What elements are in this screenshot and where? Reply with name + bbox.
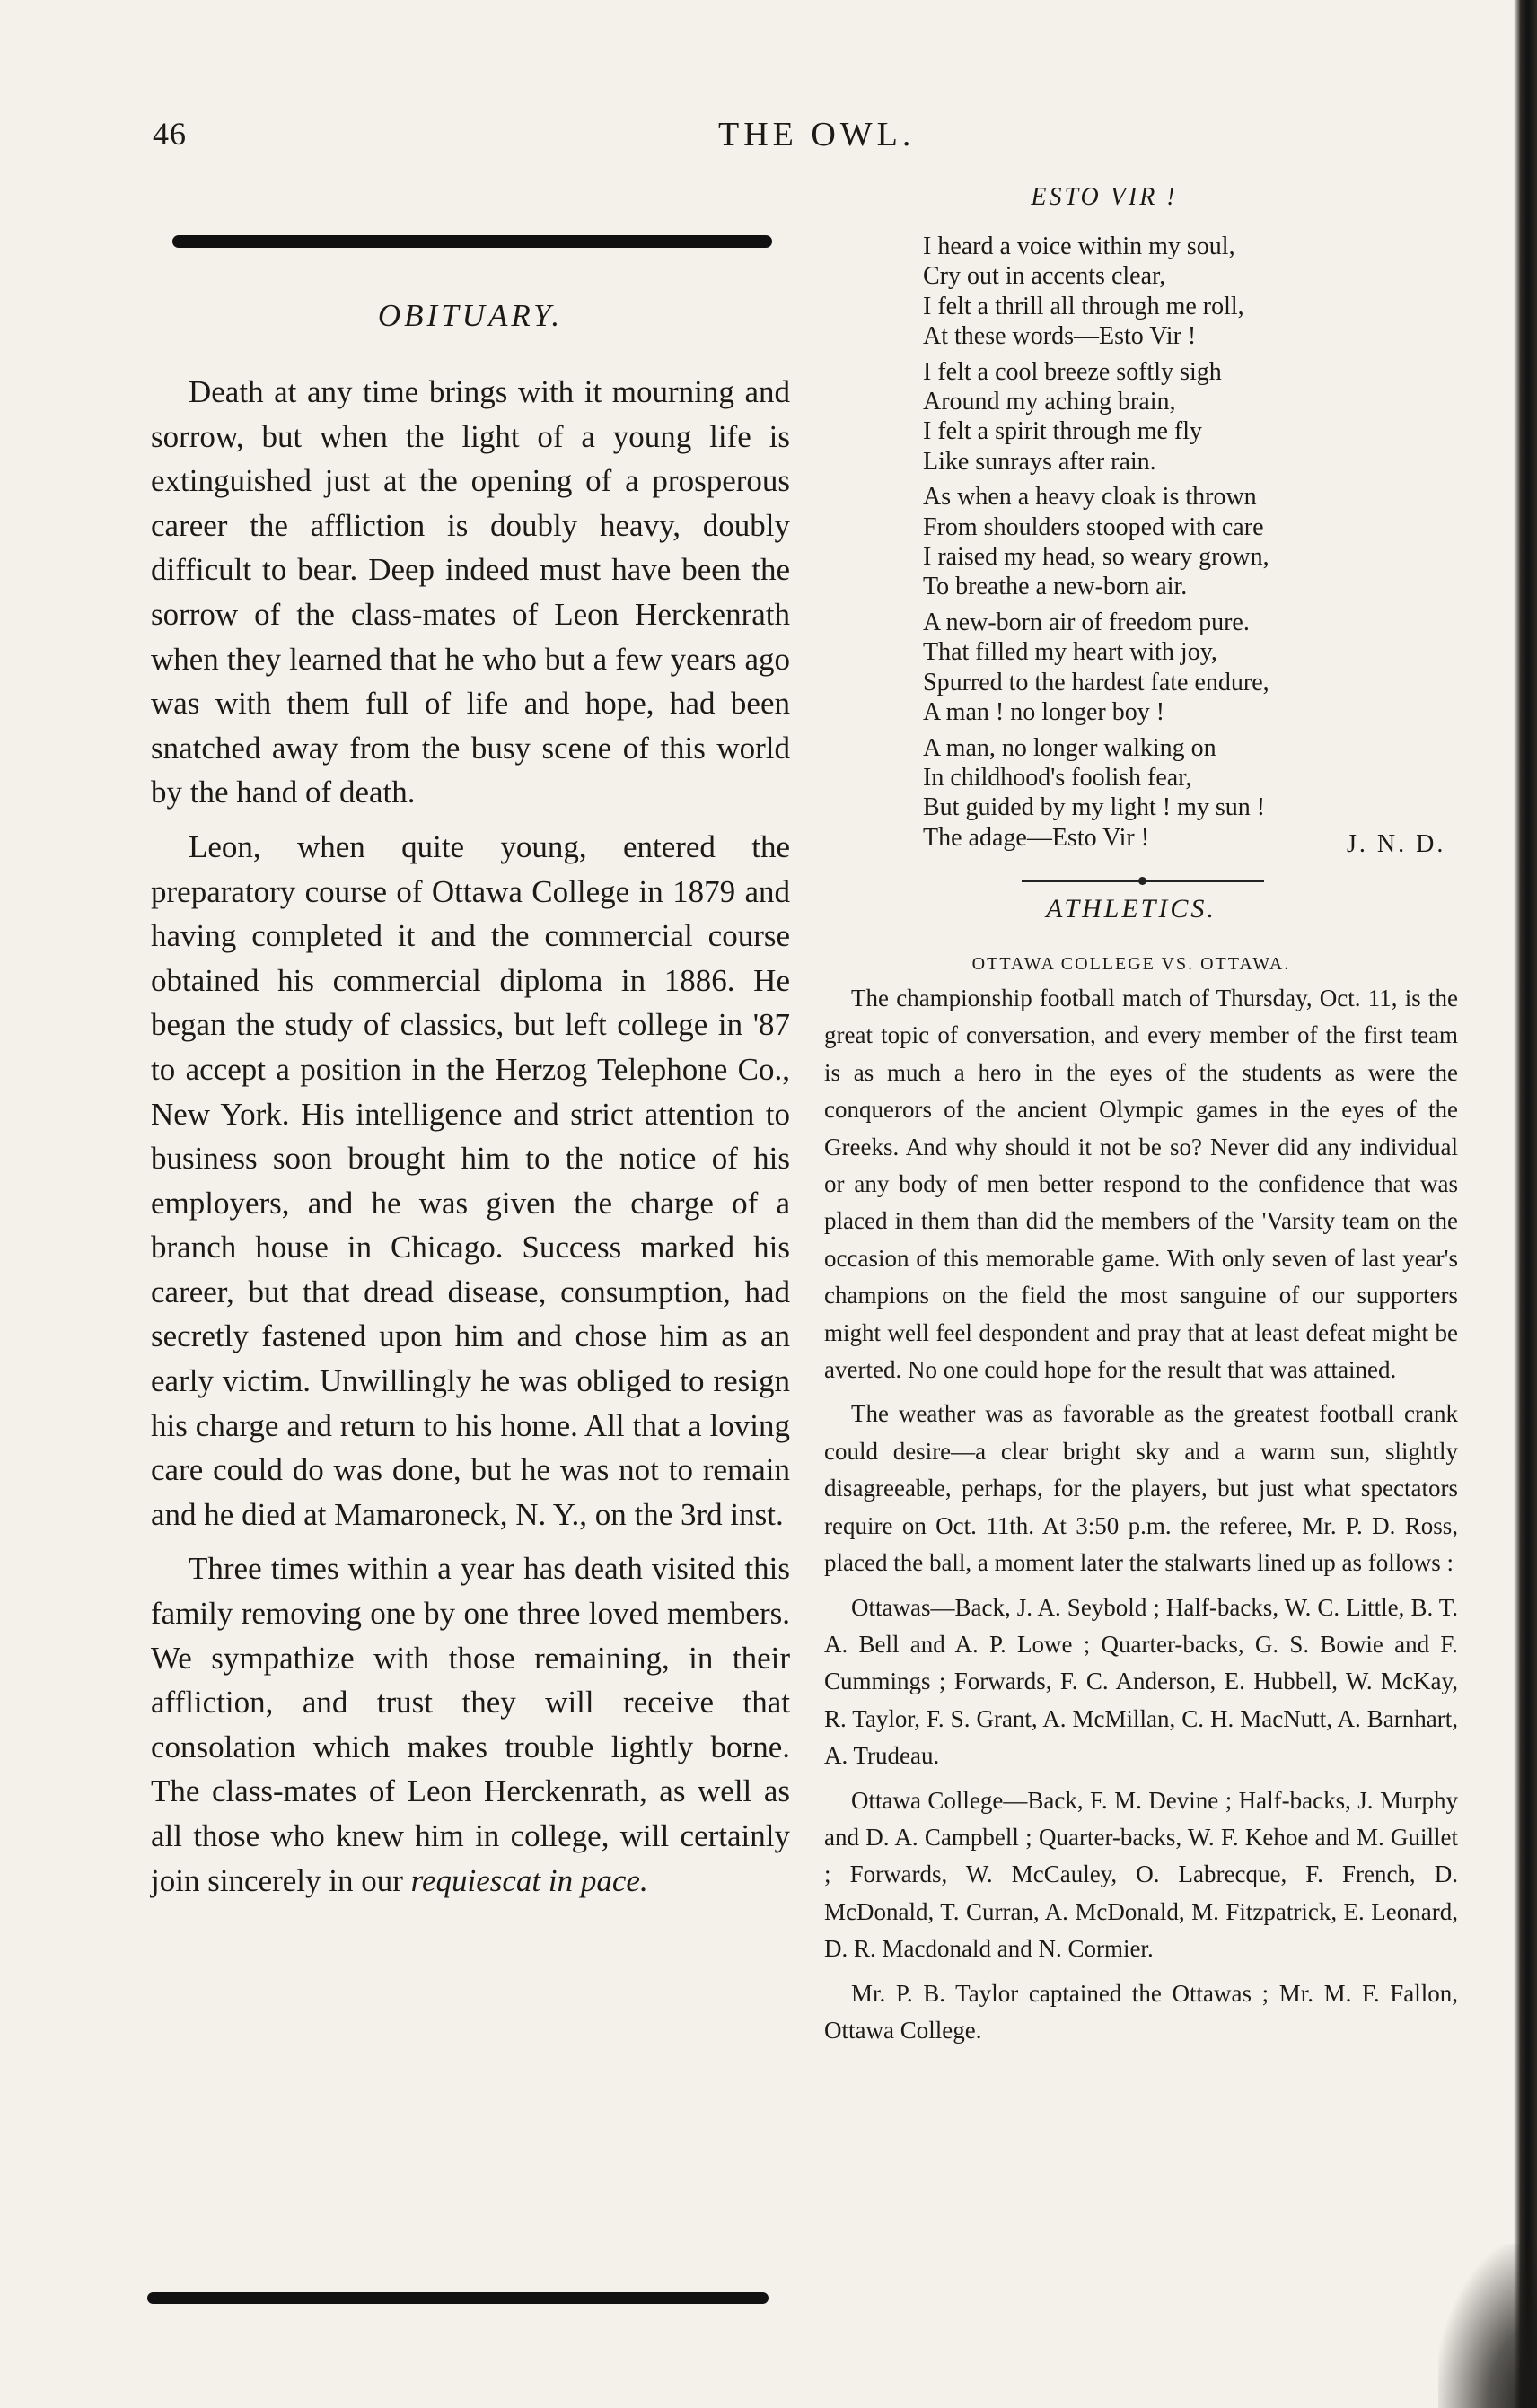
poem-signature: J. N. D. xyxy=(1347,830,1446,858)
athletics-body xyxy=(824,980,1458,2056)
poem-stanza xyxy=(923,357,1390,477)
poem-line: The adage—Esto Vir ! xyxy=(923,823,1150,852)
poem-line: A man, no longer walking on xyxy=(923,733,1216,762)
poem-line: At these words—Esto Vir ! xyxy=(923,322,1197,351)
poem-stanza xyxy=(923,232,1390,352)
section-divider-ornament xyxy=(1138,877,1146,885)
poem-stanza xyxy=(923,608,1390,728)
poem-line: That filled my heart with joy, xyxy=(923,638,1217,667)
poem-line: I felt a cool breeze softly sigh xyxy=(923,357,1222,386)
poem-line: But guided by my light ! my sun ! xyxy=(923,793,1266,822)
poem-line: Spurred to the hardest fate endure, xyxy=(923,668,1269,696)
obituary-bottom-rule xyxy=(147,2292,768,2304)
poem-line: I felt a thrill all through me roll, xyxy=(923,292,1244,320)
obituary-paragraph-text: Three times within a year has death visited this family removing one by one three loved members. We sympathize with those remaining, in their affliction, and trust they will receive that consolation which makes trouble lightly borne. The class-mates of Leon Herckenrath, as well as all those who knew him in college, will certainly join sincerely in our xyxy=(151,1551,790,1898)
poem-line: As when a heavy cloak is thrown xyxy=(923,483,1257,512)
obituary-paragraph xyxy=(151,1546,790,1903)
match-subheading: OTTAWA COLLEGE VS. OTTAWA. xyxy=(971,954,1291,974)
poem-line: I felt a spirit through me fly xyxy=(923,417,1203,446)
requiescat-phrase: requiescat in pace. xyxy=(410,1862,648,1898)
running-head xyxy=(0,115,1537,169)
athletics-paragraph: The championship football match of Thursday, Oct. 11, is the great topic of conversation, and every member of the first team is as much a hero in the eyes of the students as were the conquerors of the ancient Olympic games in the eyes of the Greeks. And why should it not be so? Never did any individual or any body of men better respond to the confidence that was placed in them than did the members of the 'Varsity team on the occasion of this memorable game. With only seven of last year's champions on the field the most sanguine of our supporters might well feel despondent and pray that at least defeat might be averted. No one could hope for the result that was attained. xyxy=(824,985,1458,1384)
poem-stanza xyxy=(923,733,1390,854)
poem-title: ESTO VIR ! xyxy=(1031,183,1178,211)
poem-line: Like sunrays after rain. xyxy=(923,447,1156,476)
page-corner-shadow xyxy=(1438,2244,1537,2408)
athletics-paragraph: Mr. P. B. Taylor captained the Ottawas ; Mr. M. F. Fallon, Ottawa College. xyxy=(824,1979,1458,2044)
obituary-body xyxy=(151,370,790,1913)
poem-line: A new-born air of freedom pure. xyxy=(923,608,1250,636)
athletics-heading: ATHLETICS. xyxy=(1046,894,1216,924)
poem-line: I heard a voice within my soul, xyxy=(923,232,1235,260)
poem-body xyxy=(923,232,1390,858)
page-binding-edge xyxy=(1514,0,1537,2408)
page-number: 46 xyxy=(153,116,187,152)
athletics-paragraph: The weather was as favorable as the greatest football crank could desire—a clear bright sky and a warm sun, slightly disagreeable, perhaps, for the players, but just what spectators require on Oct. 11th. At 3:50 p.m. the referee, Mr. P. D. Ross, placed the ball, a moment later the stalwarts lined up as follows : xyxy=(824,1400,1458,1577)
poem-stanza xyxy=(923,482,1390,602)
obituary-paragraph: Leon, when quite young, entered the preparatory course of Ottawa College in 1879 and having completed it and the commercial course obtained his commercial diploma in 1886. He began the study of classics, but left college in '87 to accept a position in the Herzog Telephone Co., New York. His intelligence and strict attention to business soon brought him to the notice of his employers, and he was given the charge of a branch house in Chicago. Success marked his career, but that dread disease, consumption, had secretly fastened upon him and chose him as an early victim. Unwillingly he was obliged to resign his charge and return to his home. All that a loving care could do was done, but he was not to remain and he died at Mamaroneck, N. Y., on the 3rd inst. xyxy=(151,828,790,1532)
obituary-heading: OBITUARY. xyxy=(377,298,564,333)
poem-line: To breathe a new-born air. xyxy=(923,573,1188,601)
poem-line: I raised my head, so weary grown, xyxy=(923,543,1269,572)
poem-line: A man ! no longer boy ! xyxy=(923,698,1165,727)
athletics-paragraph: Ottawa College—Back, F. M. Devine ; Half-backs, J. Murphy and D. A. Campbell ; Quarter-backs, W. F. Kehoe and M. Guillet ; Forwards, W. McCauley, O. Labrecque, F. French, D. McDonald, T. Curran, A. McDonald, M. Fitzpatrick, E. Leonard, D. R. Macdonald and N. Cormier. xyxy=(824,1786,1458,1963)
athletics-paragraph: Ottawas—Back, J. A. Seybold ; Half-backs, W. C. Little, B. T. A. Bell and A. P. Lowe ; Quarter-backs, G. S. Bowie and F. Cummings ; Forwards, F. C. Anderson, E. Hubbell, W. McKay, R. Taylor, F. S. Grant, A. McMillan, C. H. MacNutt, A. Barnhart, A. Trudeau. xyxy=(824,1593,1458,1770)
journal-title: THE OWL. xyxy=(718,116,916,153)
poem-line: From shoulders stooped with care xyxy=(923,512,1264,541)
poem-line: In childhood's foolish fear, xyxy=(923,763,1192,792)
obituary-paragraph: Death at any time brings with it mourning and sorrow, but when the light of a young life is extinguished just at the opening of a prosperous career the affliction is doubly heavy, doubly difficult to bear. Deep indeed must have been the sorrow of the class-mates of Leon Herckenrath when they learned that he who but a few years ago was with them full of life and hope, had been snatched away from the busy scene of this world by the hand of death. xyxy=(151,374,790,810)
obituary-top-rule xyxy=(172,235,772,248)
poem-line: Cry out in accents clear, xyxy=(923,262,1166,291)
poem-line: Around my aching brain, xyxy=(923,388,1176,416)
